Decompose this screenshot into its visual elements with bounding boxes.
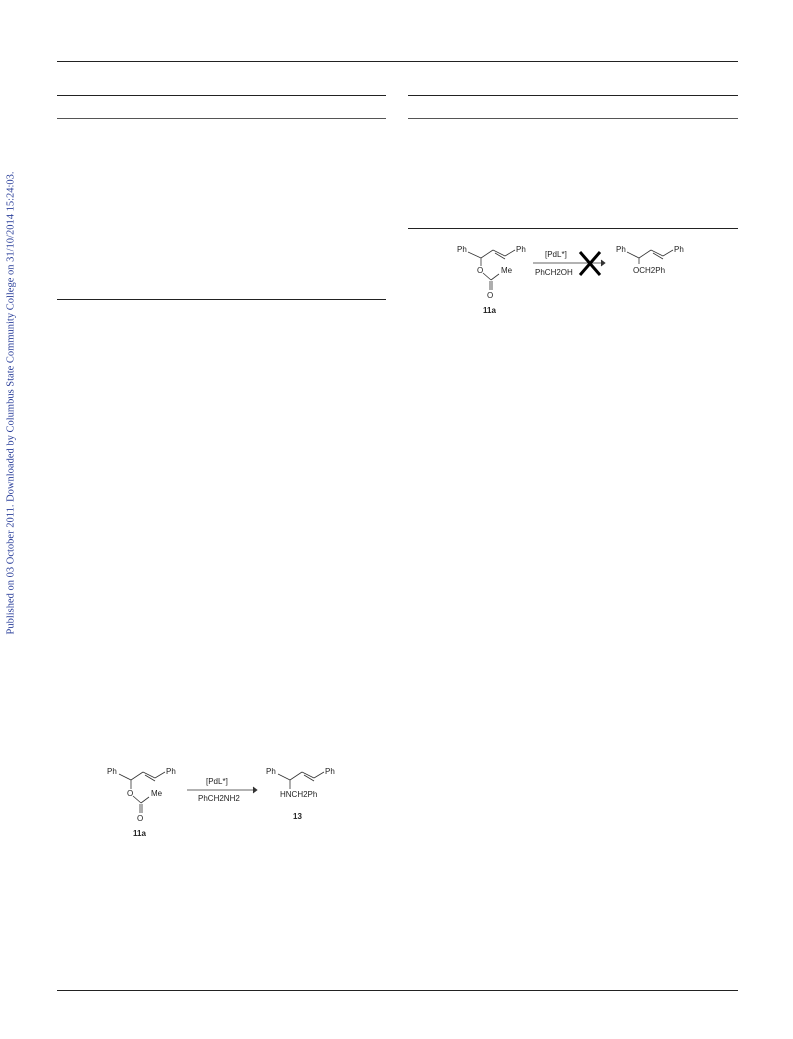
header-rule (57, 61, 738, 62)
right-table-bottom-rule (408, 228, 738, 229)
carbonyl-oxygen: O (137, 814, 144, 823)
compound-label-13: 13 (293, 812, 302, 821)
reagent-label: PhCH2NH2 (198, 794, 240, 803)
product-ph-right: Ph (325, 767, 335, 776)
product-ph-left: Ph (616, 245, 626, 254)
catalyst-label: [PdL*] (545, 250, 567, 259)
compound-label-11a: 11a (483, 306, 496, 315)
reaction-scheme-amine (105, 763, 355, 841)
publication-notice-text: Published on 03 October 2011. Downloaded by Columbus State Community College on 31/10/2014 15:24:03. (5, 171, 17, 635)
product-ether-group: OCH2Ph (633, 266, 666, 275)
compound-label-11a: 11a (133, 829, 146, 838)
substrate-ph-left: Ph (107, 767, 117, 776)
acetate-methyl: Me (151, 789, 163, 798)
right-table-top-rule (408, 95, 738, 96)
footer-rule (57, 990, 738, 991)
product-amine-group: HNCH2Ph (280, 790, 318, 799)
acetate-oxygen: O (127, 789, 134, 798)
left-table-top-rule (57, 95, 386, 96)
product-ph-left: Ph (266, 767, 276, 776)
substrate-ph-right: Ph (166, 767, 176, 776)
left-table-header-rule (57, 118, 386, 119)
carbonyl-oxygen: O (487, 291, 494, 300)
reagent-label: PhCH2OH (535, 268, 573, 277)
product-ph-right: Ph (674, 245, 684, 254)
right-table-header-rule (408, 118, 738, 119)
substrate-ph-right: Ph (516, 245, 526, 254)
publication-notice (0, 0, 22, 1039)
catalyst-label: [PdL*] (206, 777, 228, 786)
reaction-scheme-alcohol (455, 240, 705, 318)
substrate-ph-left: Ph (457, 245, 467, 254)
left-table-bottom-rule (57, 299, 386, 300)
acetate-oxygen: O (477, 266, 484, 275)
acetate-methyl: Me (501, 266, 513, 275)
